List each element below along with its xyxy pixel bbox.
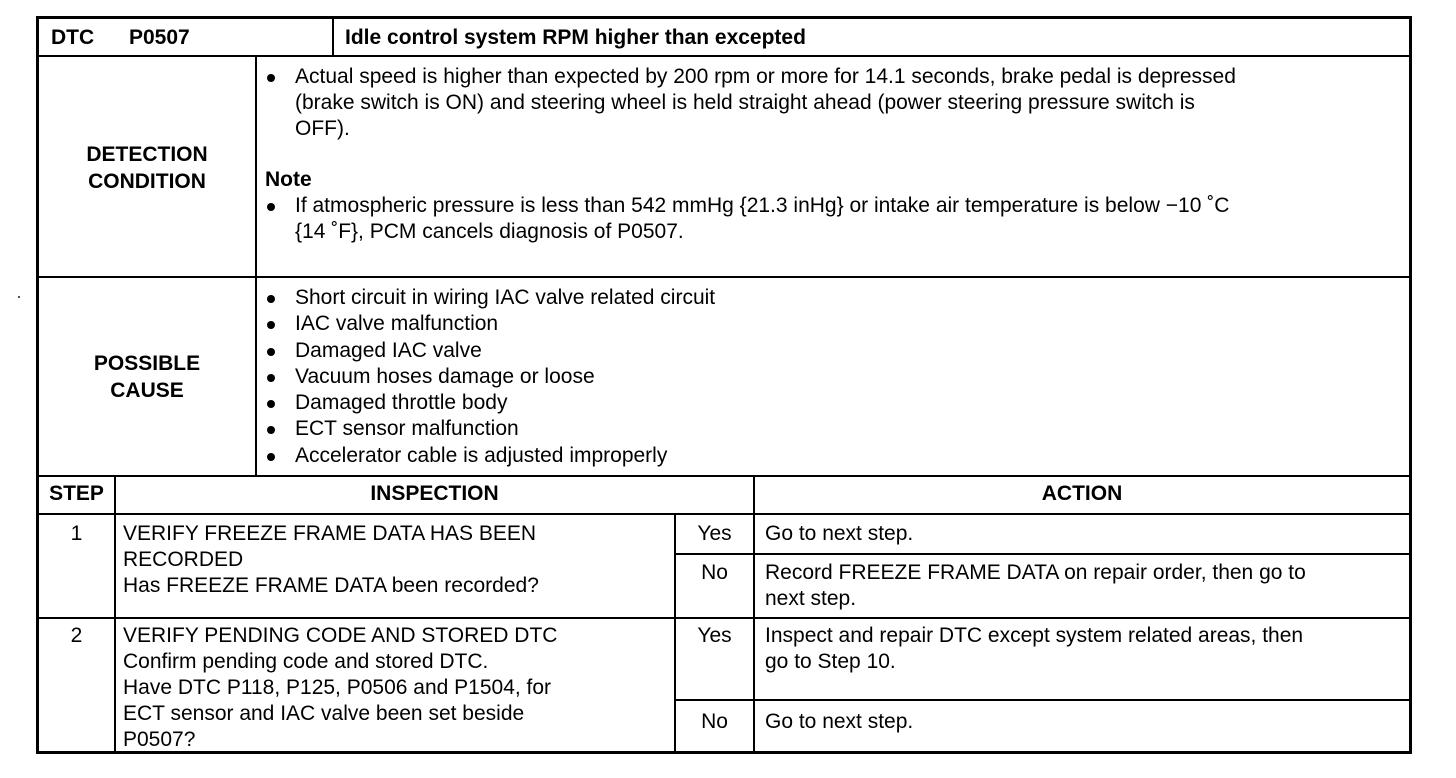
cause-item: IAC valve malfunction (295, 312, 499, 335)
step-header: STEP (49, 482, 104, 505)
inspection-text: RECORDED (123, 548, 244, 571)
cause-item: Damaged IAC valve (295, 339, 482, 362)
divider (39, 475, 1409, 477)
bullet-icon (267, 348, 275, 356)
dtc-label: DTC (51, 26, 95, 49)
note-label: Note (265, 168, 312, 191)
divider (39, 617, 1409, 619)
yes-label: Yes (697, 522, 732, 545)
dtc-table (36, 16, 1412, 754)
action-text: Record FREEZE FRAME DATA on repair order, then go to (765, 561, 1306, 584)
possible-cause-label (39, 350, 255, 404)
action-text: Go to next step. (765, 522, 914, 545)
inspection-text: Have DTC P118, P125, P0506 and P1504, for (123, 676, 552, 699)
cause-item: Vacuum hoses damage or loose (295, 365, 595, 388)
inspection-text: P0507? (123, 728, 196, 751)
inspection-text: Confirm pending code and stored DTC. (123, 650, 489, 673)
divider (39, 513, 1409, 515)
yes-label: Yes (697, 624, 732, 647)
divider (39, 55, 1409, 57)
step-number: 1 (70, 522, 83, 545)
divider (255, 56, 257, 476)
bullet-icon (267, 426, 275, 434)
action-text: Go to next step. (765, 710, 914, 733)
label-line: POSSIBLE (93, 352, 201, 375)
action-text: Inspect and repair DTC except system related areas, then (765, 624, 1304, 647)
bullet-icon (267, 295, 275, 303)
bullet-icon (267, 74, 275, 82)
inspection-text: Has FREEZE FRAME DATA been recorded? (123, 574, 539, 597)
bullet-icon (267, 374, 275, 382)
divider (676, 553, 1409, 555)
no-label: No (701, 561, 728, 584)
divider (39, 276, 1409, 278)
label-line: DETECTION (86, 143, 208, 166)
note-text: {14 ˚F}, PCM cancels diagnosis of P0507. (295, 220, 684, 243)
label-line: CAUSE (110, 379, 184, 402)
action-header: ACTION (1041, 482, 1123, 505)
inspection-text: VERIFY PENDING CODE AND STORED DTC (123, 624, 558, 647)
bullet-icon (267, 321, 275, 329)
action-text: next step. (765, 587, 857, 610)
cause-item: Damaged throttle body (295, 391, 508, 414)
inspection-text: ECT sensor and IAC valve been set beside (123, 702, 525, 725)
dtc-code: P0507 (129, 26, 190, 49)
bullet-icon (267, 203, 275, 211)
note-text: If atmospheric pressure is less than 542 mmHg {21.3 inHg} or intake air temperature is below −10 ˚C (295, 194, 1230, 217)
bullet-icon (267, 400, 275, 408)
bullet-icon (267, 453, 275, 461)
cause-item: Short circuit in wiring IAC valve related circuit (295, 286, 716, 309)
detection-text: (brake switch is ON) and steering wheel is held straight ahead (power steering pressure switch is (295, 91, 1195, 114)
divider (676, 699, 1409, 701)
inspection-header: INSPECTION (370, 482, 499, 505)
divider (114, 476, 116, 754)
detection-text: Actual speed is higher than expected by 200 rpm or more for 14.1 seconds, brake pedal is depressed (295, 65, 1236, 88)
detection-condition-label (39, 141, 255, 195)
dtc-title: Idle control system RPM higher than excepted (345, 26, 806, 49)
divider (753, 476, 755, 754)
step-number: 2 (70, 624, 83, 647)
cause-item: ECT sensor malfunction (295, 417, 519, 440)
cause-item: Accelerator cable is adjusted improperly (295, 444, 668, 467)
detection-text: OFF). (295, 117, 350, 140)
divider (332, 19, 334, 56)
scan-speck (18, 296, 20, 298)
no-label: No (701, 710, 728, 733)
inspection-text: VERIFY FREEZE FRAME DATA HAS BEEN (123, 522, 537, 545)
label-line: CONDITION (88, 170, 206, 193)
action-text: go to Step 10. (765, 650, 896, 673)
